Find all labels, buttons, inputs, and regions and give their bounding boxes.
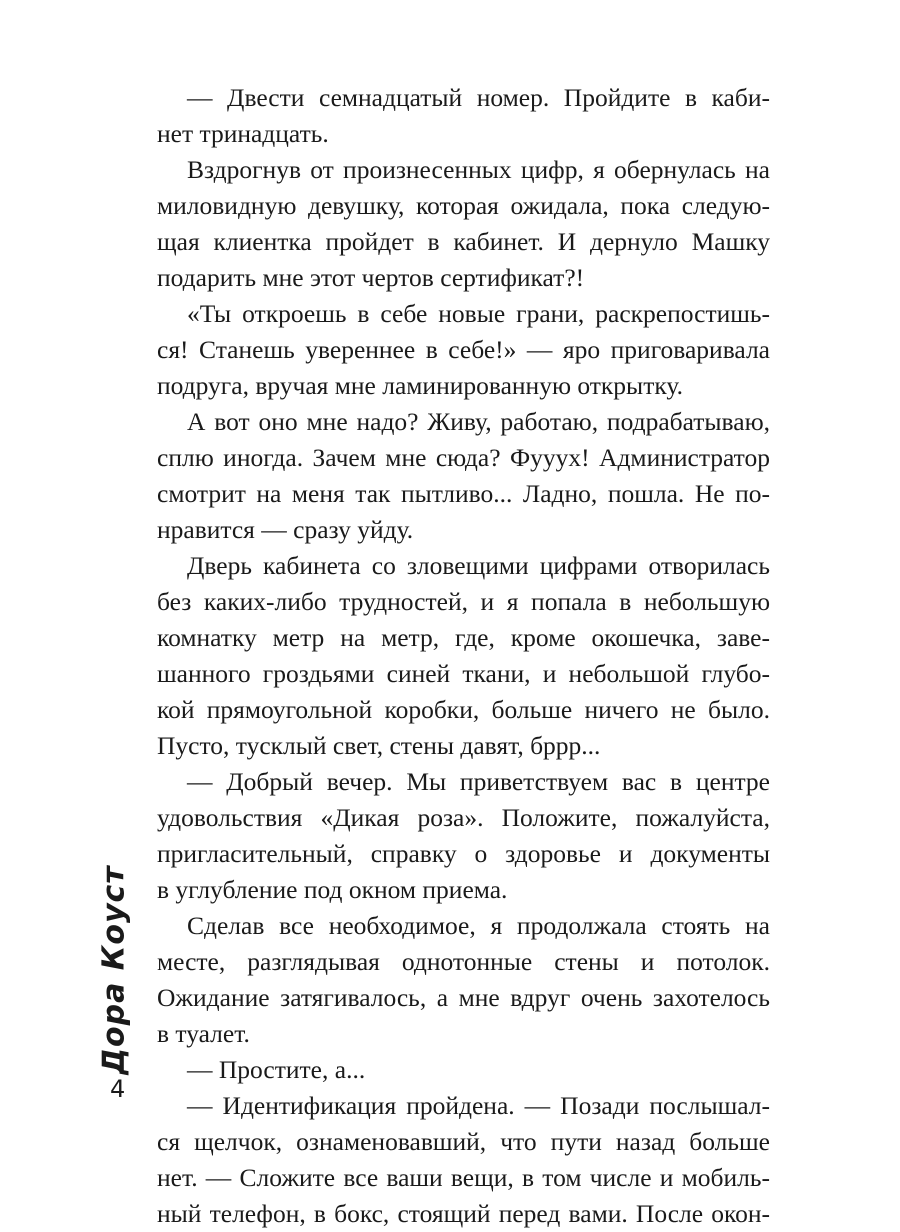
text-line: Вздрогнув от произнесенных цифр, я обернулась на	[187, 155, 770, 184]
text-line: кой прямоугольной коробки, больше ничего не было.	[157, 695, 770, 724]
text-line: в углубление под окном приема.	[157, 875, 508, 904]
text-line: комнатку метр на метр, где, кроме окошечка, заве-	[157, 623, 770, 652]
page-number: 4	[110, 1075, 126, 1103]
page-body-text	[157, 80, 770, 1232]
text-line: ный телефон, в бокс, стоящий перед вами. После окон-	[157, 1199, 770, 1228]
text-line: Ожидание затягивалось, а мне вдруг очень захотелось	[157, 983, 770, 1012]
text-line: ся! Станешь увереннее в себе!» — яро приговаривала	[157, 335, 770, 364]
text-line: пригласительный, справку о здоровье и документы	[157, 839, 770, 868]
author-signature	[84, 865, 144, 1075]
text-line: щая клиентка пройдет в кабинет. И дернуло Машку	[157, 227, 770, 256]
text-line: в туалет.	[157, 1019, 250, 1048]
text-line: Пусто, тусклый свет, стены давят, бррр...	[157, 731, 601, 760]
author-signature-text: Дора Коуст	[96, 865, 132, 1075]
text-line: «Ты откроешь в себе новые грани, раскрепостишь-	[187, 299, 770, 328]
text-line: миловидную девушку, которая ожидала, пока следую-	[157, 191, 770, 220]
text-line: А вот оно мне надо? Живу, работаю, подрабатываю,	[187, 407, 770, 436]
text-line: ся щелчок, ознаменовавший, что пути назад больше	[157, 1127, 770, 1156]
text-line: — Идентификация пройдена. — Позади послышал-	[187, 1091, 770, 1120]
text-line: месте, разглядывая однотонные стены и потолок.	[157, 947, 770, 976]
text-line: смотрит на меня так пытливо... Ладно, пошла. Не по-	[157, 479, 770, 508]
text-line: нравится — сразу уйду.	[157, 515, 414, 544]
text-line: нет тринадцать.	[157, 119, 329, 148]
text-line: Сделав все необходимое, я продолжала стоять на	[187, 911, 770, 940]
text-line: — Двести семнадцатый номер. Пройдите в каби-	[187, 83, 770, 112]
text-line: без каких-либо трудностей, и я попала в небольшую	[157, 587, 770, 616]
text-line: — Простите, а...	[187, 1055, 366, 1084]
text-line: шанного гроздьями синей ткани, и небольшой глубо-	[157, 659, 770, 688]
text-line: нет. — Сложите все ваши вещи, в том числе и мобиль-	[157, 1163, 770, 1192]
text-line: удовольствия «Дикая роза». Положите, пожалуйста,	[157, 803, 770, 832]
text-line: сплю иногда. Зачем мне сюда? Фууух! Администратор	[157, 443, 770, 472]
text-line: подарить мне этот чертов сертификат?!	[157, 263, 585, 292]
text-line: Дверь кабинета со зловещими цифрами отворилась	[187, 551, 770, 580]
text-line: подруга, вручая мне ламинированную открытку.	[157, 371, 683, 400]
text-line: — Добрый вечер. Мы приветствуем вас в центре	[187, 767, 770, 796]
